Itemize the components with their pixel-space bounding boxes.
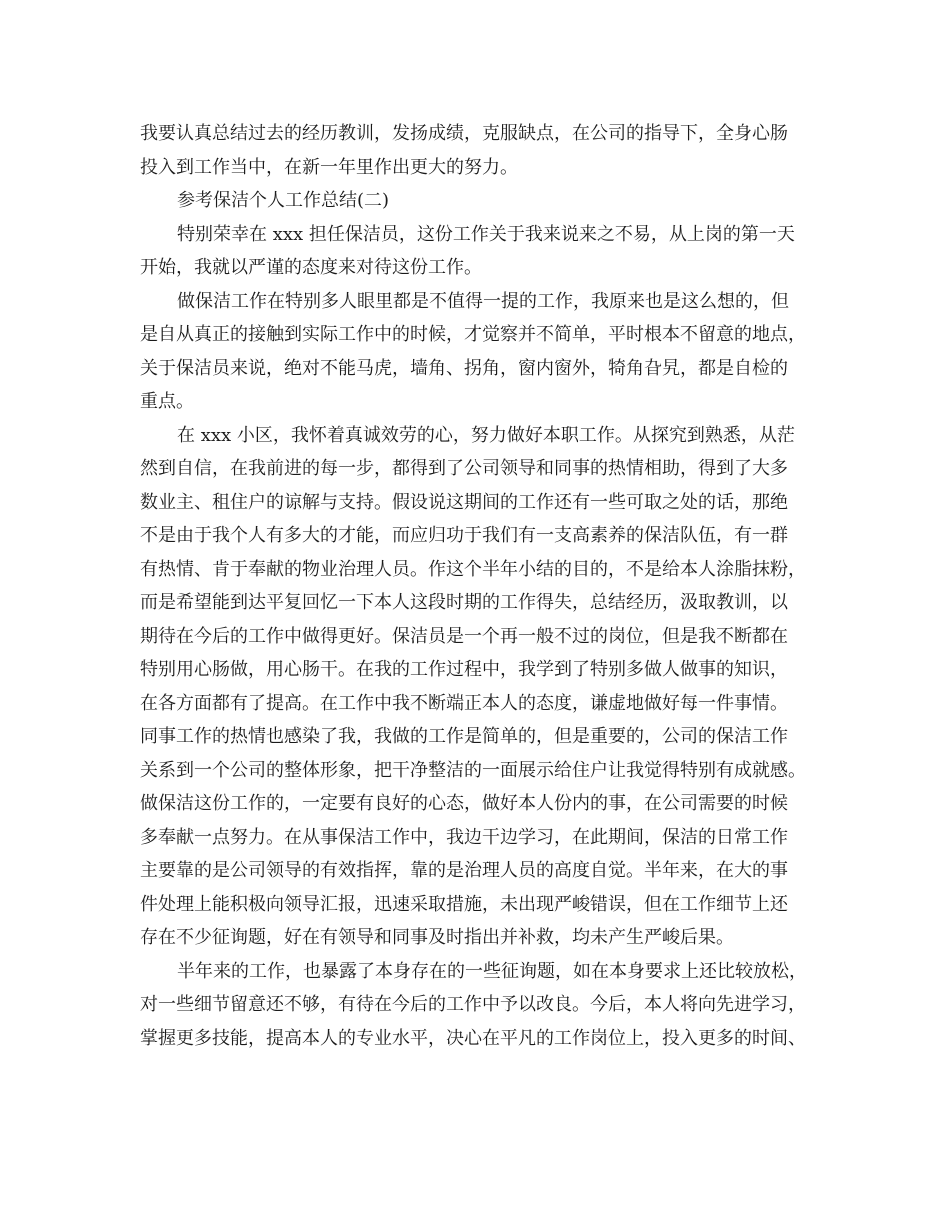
text-line: 关于保洁员来说，绝对不能马虎，墙角、拐角，窗内窗外，犄角旮旯，都是自检的 xyxy=(140,357,788,379)
text-line: 多奉献一点努力。在从事保洁工作中，我边干边学习，在此期间，保洁的日常工作 xyxy=(140,826,788,848)
section-heading: 参考保洁个人工作总结(二) xyxy=(177,190,390,211)
text-line: 是自从真正的接触到实际工作中的时候，才觉察并不简单，平时根本不留意的地点， xyxy=(140,324,806,345)
text-line: 重点。 xyxy=(140,391,194,412)
text-line: 有热情、肯于奉献的物业治理人员。作这个半年小结的目的，不是给本人涂脂抹粉， xyxy=(140,558,806,580)
text-line: 我要认真总结过去的经历教训，发扬成绩，克服缺点，在公司的指导下，全身心肠 xyxy=(140,123,788,144)
text-line: 关系到一个公司的整体形象，把干净整洁的一面展示给住户让我觉得特别有成就感。 xyxy=(140,759,806,781)
text-line: 不是由于我个人有多大的才能，而应归功于我们有一支高素养的保洁队伍，有一群 xyxy=(140,525,788,546)
text-line: 同事工作的热情也感染了我，我做的工作是简单的，但是重要的，公司的保洁工作 xyxy=(140,726,788,747)
text-line: 掌握更多技能，提高本人的专业水平，决心在平凡的工作岗位上，投入更多的时间、 xyxy=(140,1027,806,1049)
text-line: 主要靠的是公司领导的有效指挥，靠的是治理人员的高度自觉。半年来，在大的事 xyxy=(140,860,788,881)
text-line: 对一些细节留意还不够，有待在今后的工作中予以改良。今后，本人将向先进学习， xyxy=(140,994,806,1015)
text-line: 半年来的工作，也暴露了本身存在的一些征询题，如在本身要求上还比较放松， xyxy=(177,960,807,982)
text-line: 存在不少征询题，好在有领导和同事及时指出并补救，均未产生严峻后果。 xyxy=(140,927,734,948)
text-line: 做保洁工作在特别多人眼里都是不值得一提的工作，我原来也是这么想的，但 xyxy=(177,290,789,312)
text-line: 期待在今后的工作中做得更好。保洁员是一个再一般不过的岗位，但是我不断都在 xyxy=(140,625,788,647)
text-line: 件处理上能积极向领导汇报，迅速采取措施，未出现严峻错误，但在工作细节上还 xyxy=(140,893,788,915)
text-line: 然到自信，在我前进的每一步，都得到了公司领导和同事的热情相助，得到了大多 xyxy=(140,458,788,479)
text-line: 数业主、租住户的谅解与支持。假设说这期间的工作还有一些可取之处的话，那绝 xyxy=(140,491,788,513)
text-line: 特别荣幸在 xxx 担任保洁员，这份工作关于我来说来之不易，从上岗的第一天 xyxy=(177,223,795,245)
text-line: 开始，我就以严谨的态度来对待这份工作。 xyxy=(140,257,482,278)
text-line: 在各方面都有了提高。在工作中我不断端正本人的态度，谦虚地做好每一件事情。 xyxy=(140,692,788,714)
text-line: 特别用心肠做，用心肠干。在我的工作过程中，我学到了特别多做人做事的知识， xyxy=(140,659,788,680)
text-line: 做保洁这份工作的，一定要有良好的心态，做好本人份内的事，在公司需要的时候 xyxy=(140,793,788,814)
text-line: 而是希望能到达平复回忆一下本人这段时期的工作得失，总结经历，汲取教训，以 xyxy=(140,592,788,613)
document-page xyxy=(140,117,825,1055)
text-line: 在 xxx 小区，我怀着真诚效劳的心，努力做好本职工作。从探究到熟悉，从茫 xyxy=(177,424,795,446)
text-line: 投入到工作当中，在新一年里作出更大的努力。 xyxy=(140,156,518,178)
